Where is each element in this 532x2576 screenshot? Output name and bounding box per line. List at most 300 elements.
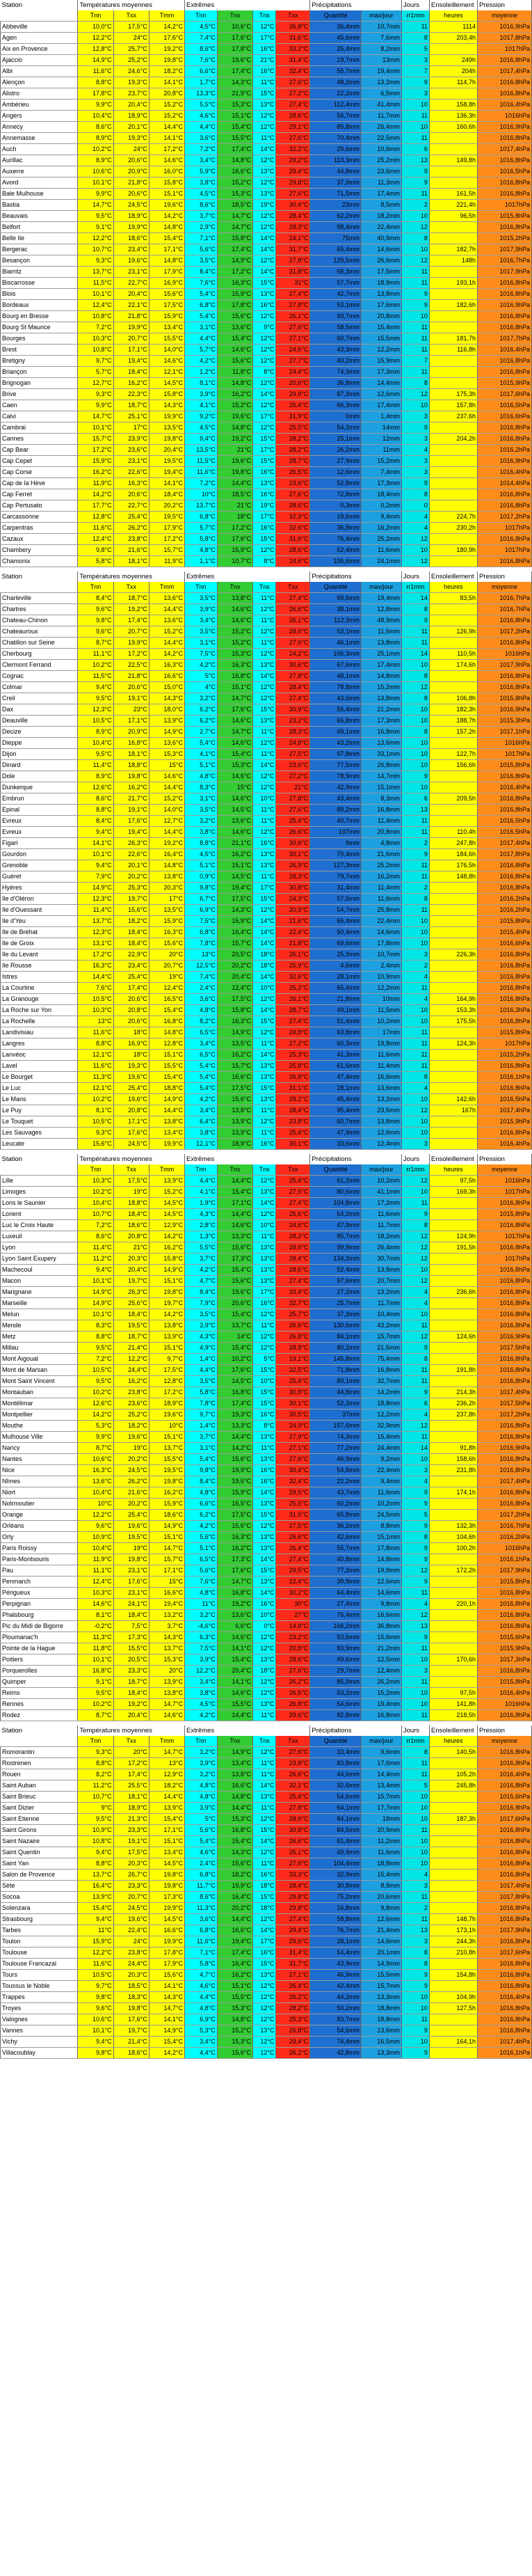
- tn-cell: 8,9°C: [78, 133, 113, 144]
- txx-cell: 24,9°C: [276, 1421, 310, 1432]
- pressure-cell: 1016,8hPa: [477, 1747, 531, 1758]
- txx-cell: 27,4°C: [276, 1198, 310, 1209]
- table-row: [1, 1276, 532, 1287]
- tn-cell: 9,6°C: [78, 604, 113, 615]
- table-row: [1, 649, 532, 660]
- tx-cell: 23°C: [113, 704, 149, 716]
- sun-hours-cell: 104,6h: [429, 1532, 477, 1543]
- rain-cell: 66,3mm: [310, 400, 362, 411]
- station-cell: Luc le Croix Haute: [1, 1220, 78, 1231]
- rain-max-cell: 13mm: [361, 55, 401, 66]
- pressure-cell: 1016,5hPa: [477, 166, 531, 177]
- rain-cell: 32,6mm: [310, 1780, 362, 1792]
- pressure-cell: 1017,8hPa: [477, 849, 531, 860]
- tnn-cell: 6,6°C: [185, 66, 218, 77]
- table-row: [1, 1220, 532, 1231]
- tnn-date-cell: 14,6°C: [217, 827, 252, 838]
- tnn-date-cell: 17,4°C: [217, 244, 252, 255]
- tnn-date-cell: 17,6°C: [217, 1565, 252, 1577]
- tn-cell: 9,4°C: [78, 2037, 113, 2048]
- tn-cell: 12,2°C: [78, 233, 113, 244]
- sun-hours-cell: 158,6h: [429, 1454, 477, 1465]
- tm-cell: 14,9°C: [149, 2025, 184, 2037]
- tn-cell: 16,2°C: [78, 467, 113, 478]
- tnn-cell: 5,4°C: [185, 1072, 218, 1083]
- txx-date-cell: 13°C: [253, 1577, 276, 1588]
- rain-cell: 64,1mm: [310, 1803, 362, 1814]
- tm-cell: 15,2°C: [149, 111, 184, 122]
- pressure-cell: 1016,8hPa: [477, 2003, 531, 2014]
- rain-max-cell: 15,7mm: [361, 1792, 401, 1803]
- txx-cell: 23,6°C: [276, 760, 310, 771]
- tx-cell: 17,3°C: [113, 1632, 149, 1643]
- tnn-cell: 4°C: [185, 682, 218, 693]
- table-row: [1, 100, 532, 111]
- txx-date-cell: 12°C: [253, 1981, 276, 1992]
- rain-days-cell: 11: [401, 816, 429, 827]
- rain-days-cell: 9: [401, 1343, 429, 1354]
- station-cell: Chatillon sur Seine: [1, 638, 78, 649]
- tm-cell: 15,3°C: [149, 1654, 184, 1666]
- tm-cell: 13,6°C: [149, 738, 184, 749]
- tnn-cell: 6,9°C: [185, 2014, 218, 2025]
- tx-cell: 26,2°C: [113, 523, 149, 534]
- station-cell: Ile d'Yeu: [1, 916, 78, 927]
- rain-days-cell: 10: [401, 1847, 429, 1858]
- tnn-cell: 8,1°C: [185, 378, 218, 389]
- station-cell: Sète: [1, 1881, 78, 1892]
- sun-hours-cell: 204h: [429, 66, 477, 77]
- rain-cell: 27,9mm: [310, 456, 362, 467]
- tnn-date-cell: 16,6°C: [217, 166, 252, 177]
- table-row: [1, 211, 532, 222]
- txx-cell: 27,5°C: [276, 1187, 310, 1198]
- station-cell: Lyon: [1, 1242, 78, 1254]
- station-cell: Metz: [1, 1332, 78, 1343]
- sun-hours-cell: [429, 478, 477, 489]
- table-row: [1, 1476, 532, 1487]
- sun-hours-cell: [429, 1298, 477, 1309]
- rain-max-cell: 22,4mm: [361, 1465, 401, 1476]
- txx-cell: 28,4°C: [276, 1881, 310, 1892]
- rain-days-cell: 3: [401, 1139, 429, 1150]
- rain-cell: 80,2mm: [310, 1343, 362, 1354]
- column-header: heures: [429, 582, 477, 593]
- rain-cell: 37,9mm: [310, 177, 362, 189]
- rain-max-cell: 17,3mm: [361, 367, 401, 378]
- pressure-cell: 1016,8hPa: [477, 793, 531, 805]
- rain-max-cell: 41,1mm: [361, 1187, 401, 1198]
- tm-cell: 16,6°C: [149, 1588, 184, 1599]
- rain-days-cell: 3: [401, 1666, 429, 1677]
- rain-days-cell: 8: [401, 378, 429, 389]
- txx-date-cell: 9°C: [253, 322, 276, 333]
- pressure-cell: 1017,6hPa: [477, 1814, 531, 1825]
- txx-date-cell: 19°C: [253, 500, 276, 512]
- tn-cell: 12,4°C: [78, 1577, 113, 1588]
- tm-cell: 13°C: [149, 1758, 184, 1769]
- rain-max-cell: 10,2mm: [361, 1016, 401, 1027]
- tnn-cell: 10°C: [185, 489, 218, 500]
- txx-date-cell: 12°C: [253, 333, 276, 345]
- tm-cell: 14,5°C: [149, 378, 184, 389]
- tnn-cell: 3,9°C: [185, 604, 218, 615]
- tm-cell: 3,7°C: [149, 1621, 184, 1632]
- rain-max-cell: 11,6mm: [361, 1847, 401, 1858]
- station-cell: Le Luc: [1, 1083, 78, 1094]
- tx-cell: 20,9°C: [113, 166, 149, 177]
- tx-cell: 17,5°C: [113, 22, 149, 33]
- pressure-cell: 1016,8hPa: [477, 500, 531, 512]
- txx-cell: 28,6°C: [276, 1242, 310, 1254]
- tnn-date-cell: 11,8°C: [217, 367, 252, 378]
- rain-max-cell: 23,5mm: [361, 1105, 401, 1116]
- table-row: [1, 1947, 532, 1959]
- table-row: [1, 456, 532, 467]
- station-cell: Albi: [1, 66, 78, 77]
- tnn-date-cell: 16,4°C: [217, 1892, 252, 1903]
- txx-date-cell: 18°C: [253, 961, 276, 972]
- station-cell: Deauville: [1, 716, 78, 727]
- sun-hours-cell: [429, 604, 477, 615]
- sun-hours-cell: [429, 267, 477, 278]
- station-cell: Creil: [1, 693, 78, 704]
- station-cell: Dax: [1, 704, 78, 716]
- tnn-date-cell: 14°C: [217, 1332, 252, 1343]
- tm-cell: 13,8°C: [149, 1688, 184, 1699]
- txx-date-cell: 15°C: [253, 1825, 276, 1836]
- txx-cell: 30,6°C: [276, 838, 310, 849]
- rain-cell: 61,4mm: [310, 1836, 362, 1847]
- rain-cell: 53,1mm: [310, 626, 362, 638]
- rain-max-cell: 11mm: [361, 445, 401, 456]
- tn-cell: 10,1°C: [78, 1654, 113, 1666]
- pressure-cell: 1016,8hPa: [477, 322, 531, 333]
- txx-cell: 25,5°C: [276, 422, 310, 434]
- tx-cell: 20,3°C: [113, 1970, 149, 1981]
- tn-cell: 14,7°C: [78, 200, 113, 211]
- rain-cell: 32,9mm: [310, 1870, 362, 1881]
- tnn-date-cell: 13,8°C: [217, 1105, 252, 1116]
- tn-cell: 13,7°C: [78, 1870, 113, 1881]
- tnn-date-cell: 19,9°C: [217, 1465, 252, 1476]
- tnn-date-cell: 15,4°C: [217, 333, 252, 345]
- rain-max-cell: 20,1mm: [361, 1947, 401, 1959]
- txx-cell: 29,4°C: [276, 1925, 310, 1936]
- rain-max-cell: 15,9mm: [361, 356, 401, 367]
- tx-cell: 19,4°C: [113, 827, 149, 838]
- table-row: [1, 289, 532, 300]
- rain-max-cell: 11,6mm: [361, 1050, 401, 1061]
- tnn-cell: 1,9°C: [185, 1198, 218, 1209]
- txx-date-cell: 13°C: [253, 1265, 276, 1276]
- txx-date-cell: 14°C: [253, 1588, 276, 1599]
- sun-hours-cell: 1114: [429, 22, 477, 33]
- tnn-date-cell: 14,6°C: [217, 1688, 252, 1699]
- station-cell: Agen: [1, 33, 78, 44]
- table-row: [1, 88, 532, 100]
- tm-cell: 19,8°C: [149, 1870, 184, 1881]
- station-cell: Belle Ile: [1, 233, 78, 244]
- pressure-cell: 1016,8hPa: [477, 1499, 531, 1510]
- table-row: [1, 860, 532, 871]
- tm-cell: 13,8°C: [149, 1116, 184, 1128]
- rain-cell: 97,8mm: [310, 749, 362, 760]
- txx-cell: 28,2°C: [276, 434, 310, 445]
- rain-cell: 26,2mm: [310, 445, 362, 456]
- txx-cell: 29,8°C: [276, 1892, 310, 1903]
- tm-cell: 17,5°C: [149, 300, 184, 311]
- station-cell: Le Mans: [1, 1094, 78, 1105]
- txx-date-cell: 14°C: [253, 1005, 276, 1016]
- tn-cell: -0,2°C: [78, 1621, 113, 1632]
- sun-hours-cell: [429, 177, 477, 189]
- sun-hours-cell: [429, 1588, 477, 1599]
- pressure-cell: 1016,8hPa: [477, 88, 531, 100]
- txx-cell: 29,4°C: [276, 166, 310, 177]
- rain-days-cell: 10: [401, 1814, 429, 1825]
- tm-cell: 17,8°C: [149, 1947, 184, 1959]
- rain-cell: 12,6mm: [310, 467, 362, 478]
- sun-hours-cell: [429, 1376, 477, 1387]
- sun-hours-cell: [429, 556, 477, 567]
- rain-max-cell: 18,8mm: [361, 1398, 401, 1409]
- sun-hours-cell: 158,8h: [429, 100, 477, 111]
- table-row: [1, 1758, 532, 1769]
- table-row: [1, 1176, 532, 1187]
- tm-cell: 15,3°C: [149, 749, 184, 760]
- tx-cell: 20,9°C: [113, 727, 149, 738]
- station-cell: Vannes: [1, 2025, 78, 2037]
- txx-date-cell: 13°C: [253, 716, 276, 727]
- tnn-date-cell: 14,5°C: [217, 1376, 252, 1387]
- tnn-date-cell: 14,4°C: [217, 478, 252, 489]
- pressure-cell: 1016,8hPa: [477, 1242, 531, 1254]
- pressure-cell: 1016,8hPa: [477, 177, 531, 189]
- rain-cell: 145,8mm: [310, 1354, 362, 1365]
- tm-cell: 16,6°C: [149, 671, 184, 682]
- rain-days-cell: 11: [401, 267, 429, 278]
- rain-cell: 16,8mm: [310, 1903, 362, 1914]
- rain-days-cell: 11: [401, 345, 429, 356]
- tx-cell: 25,7°C: [113, 44, 149, 55]
- tm-cell: 15,2°C: [149, 793, 184, 805]
- sun-hours-cell: 110,5h: [429, 649, 477, 660]
- station-cell: Embrun: [1, 793, 78, 805]
- rain-days-cell: 9: [401, 1981, 429, 1992]
- rain-days-cell: 10: [401, 1688, 429, 1699]
- rain-days-cell: 11: [401, 333, 429, 345]
- tm-cell: 20,2°C: [149, 500, 184, 512]
- rain-days-cell: 12: [401, 389, 429, 400]
- rain-max-cell: 12,6mm: [361, 1914, 401, 1925]
- rain-cell: 95,4mm: [310, 1105, 362, 1116]
- rain-max-cell: 18,8mm: [361, 2014, 401, 2025]
- tnn-date-cell: 15,6°C: [217, 1858, 252, 1870]
- tm-cell: 14,1°C: [149, 478, 184, 489]
- rain-max-cell: 17,3mm: [361, 716, 401, 727]
- tx-cell: 19,9°C: [113, 322, 149, 333]
- table-row: [1, 693, 532, 704]
- station-header: Station: [1, 1725, 78, 1736]
- rain-days-cell: 14: [401, 1443, 429, 1454]
- txx-date-cell: 13°C: [253, 478, 276, 489]
- tm-cell: 11,9°C: [149, 556, 184, 567]
- rain-max-cell: 25,8mm: [361, 905, 401, 916]
- table-row: [1, 1870, 532, 1881]
- tm-cell: 15,8°C: [149, 1254, 184, 1265]
- tnn-date-cell: 15,6°C: [217, 356, 252, 367]
- pressure-cell: 1016,2hPa: [477, 445, 531, 456]
- column-header: Tnx: [217, 1736, 252, 1747]
- station-cell: Millau: [1, 1343, 78, 1354]
- txx-cell: 26,1°C: [276, 949, 310, 961]
- rain-max-cell: 11,6mm: [361, 1209, 401, 1220]
- txx-cell: 26,1°C: [276, 311, 310, 322]
- tx-cell: 23,8°C: [113, 1947, 149, 1959]
- tnn-cell: 6,6°C: [185, 1499, 218, 1510]
- table-row: [1, 1543, 532, 1554]
- pressure-cell: 1016,8hPa: [477, 1847, 531, 1858]
- tnn-cell: 5,4°C: [185, 1454, 218, 1465]
- tm-cell: 19,9°C: [149, 1903, 184, 1914]
- pressure-cell: 1016hPa: [477, 111, 531, 122]
- tn-cell: 10,7°C: [78, 1209, 113, 1220]
- txx-cell: 30°C: [276, 1599, 310, 1610]
- rain-cell: 53,6mm: [310, 1632, 362, 1643]
- table-row: [1, 894, 532, 905]
- txx-cell: 27,5°C: [276, 1521, 310, 1532]
- tm-cell: 13,6°C: [149, 593, 184, 604]
- pression-header: Pression: [477, 1154, 531, 1164]
- tx-cell: 15,6°C: [113, 905, 149, 916]
- sun-hours-cell: [429, 88, 477, 100]
- column-header: Tmm: [149, 1164, 184, 1176]
- sun-hours-cell: 124,6h: [429, 1332, 477, 1343]
- txx-date-cell: 17°C: [253, 1936, 276, 1947]
- pressure-cell: 1017,9hPa: [477, 660, 531, 671]
- tn-cell: 10,7°C: [78, 244, 113, 255]
- tnn-date-cell: 14,6°C: [217, 1632, 252, 1643]
- station-cell: Dole: [1, 771, 78, 782]
- tn-cell: 9°C: [78, 1803, 113, 1814]
- rain-cell: 71,5mm: [310, 189, 362, 200]
- rain-cell: 66,8mm: [310, 716, 362, 727]
- tx-cell: 25,2°C: [113, 55, 149, 66]
- txx-cell: 27,2°C: [276, 88, 310, 100]
- txx-date-cell: 11°C: [253, 615, 276, 626]
- rain-max-cell: 43,2mm: [361, 1320, 401, 1332]
- txx-cell: 27,6°C: [276, 1858, 310, 1870]
- rain-max-cell: 75,4mm: [361, 1354, 401, 1365]
- station-cell: Marseille: [1, 1298, 78, 1309]
- pressure-cell: 1016,8hPa: [477, 972, 531, 983]
- tm-cell: 17,5°C: [149, 1365, 184, 1376]
- tn-cell: 5,8°C: [78, 556, 113, 567]
- tn-cell: 15,6°C: [78, 1139, 113, 1150]
- tm-cell: 14,8°C: [149, 255, 184, 267]
- tnn-cell: 4,5°C: [185, 189, 218, 200]
- sun-hours-cell: [429, 1847, 477, 1858]
- txx-date-cell: 12°C: [253, 155, 276, 166]
- tnn-date-cell: 19,2°C: [217, 1599, 252, 1610]
- rain-days-cell: 10: [401, 738, 429, 749]
- rain-days-cell: 11: [401, 367, 429, 378]
- sun-hours-cell: 148h: [429, 255, 477, 267]
- rain-days-cell: 11: [401, 1914, 429, 1925]
- rain-days-cell: 3: [401, 1881, 429, 1892]
- tnn-cell: 1,4°C: [185, 1421, 218, 1432]
- rain-cell: 85,9mm: [310, 1677, 362, 1688]
- rain-days-cell: 9: [401, 1543, 429, 1554]
- tn-cell: 9,9°C: [78, 400, 113, 411]
- txx-date-cell: 12°C: [253, 738, 276, 749]
- pressure-cell: 1017,2hPa: [477, 1510, 531, 1521]
- tm-cell: 14,6°C: [149, 771, 184, 782]
- tm-cell: 13,4°C: [149, 322, 184, 333]
- tn-cell: 10,1°C: [78, 1309, 113, 1320]
- tm-cell: 17,1°C: [149, 244, 184, 255]
- rain-days-cell: 14: [401, 649, 429, 660]
- rain-cell: 66,4mm: [310, 916, 362, 927]
- rain-cell: 78,8mm: [310, 682, 362, 693]
- station-cell: Rennes: [1, 1699, 78, 1710]
- rain-max-cell: 19,4mm: [361, 1699, 401, 1710]
- txx-cell: 25,1°C: [276, 1847, 310, 1858]
- tnn-date-cell: 15,3°C: [217, 100, 252, 111]
- txx-date-cell: 12°C: [253, 1814, 276, 1825]
- rain-max-cell: 10,7mm: [361, 22, 401, 33]
- txx-date-cell: 13°C: [253, 849, 276, 860]
- tnn-date-cell: 18°C: [217, 512, 252, 523]
- txx-cell: 32,4°C: [276, 1476, 310, 1487]
- column-header: rr1mm: [401, 1736, 429, 1747]
- rain-cell: 89,2mm: [310, 805, 362, 816]
- tnn-cell: 3,5°C: [185, 593, 218, 604]
- tnn-date-cell: 13,6°C: [217, 816, 252, 827]
- sun-hours-cell: [429, 356, 477, 367]
- sun-hours-cell: [429, 1309, 477, 1320]
- rain-days-cell: 3: [401, 456, 429, 467]
- tnn-date-cell: 15,1°C: [217, 682, 252, 693]
- table-row: [1, 1309, 532, 1320]
- pressure-cell: 1014,4hPa: [477, 478, 531, 489]
- jours-header: Jours: [401, 571, 429, 582]
- pressure-cell: 1016,8hPa: [477, 1198, 531, 1209]
- sun-hours-cell: [429, 166, 477, 177]
- pressure-cell: 1017,4hPa: [477, 66, 531, 77]
- tn-cell: 16,8°C: [78, 1666, 113, 1677]
- pressure-cell: 1016,8hPa: [477, 1588, 531, 1599]
- sun-hours-cell: [429, 1128, 477, 1139]
- tm-cell: 19,2°C: [149, 838, 184, 849]
- tx-cell: 19,1°C: [113, 805, 149, 816]
- sun-hours-cell: [429, 144, 477, 155]
- txx-date-cell: 8°C: [253, 556, 276, 567]
- pressure-cell: 1017hPa: [477, 1231, 531, 1242]
- rain-max-cell: 21,2mm: [361, 704, 401, 716]
- table-row: [1, 1499, 532, 1510]
- tm-cell: 14,9°C: [149, 1521, 184, 1532]
- sun-hours-cell: 224,7h: [429, 512, 477, 523]
- tnn-date-cell: 15,1°C: [217, 1981, 252, 1992]
- txx-date-cell: 16°C: [253, 300, 276, 311]
- tn-cell: 9,4°C: [78, 1265, 113, 1276]
- tnn-date-cell: 16,8°C: [217, 671, 252, 682]
- tnn-cell: 5,8°C: [185, 1959, 218, 1970]
- rain-days-cell: 11: [401, 1038, 429, 1050]
- rain-max-cell: 19,9mm: [361, 1565, 401, 1577]
